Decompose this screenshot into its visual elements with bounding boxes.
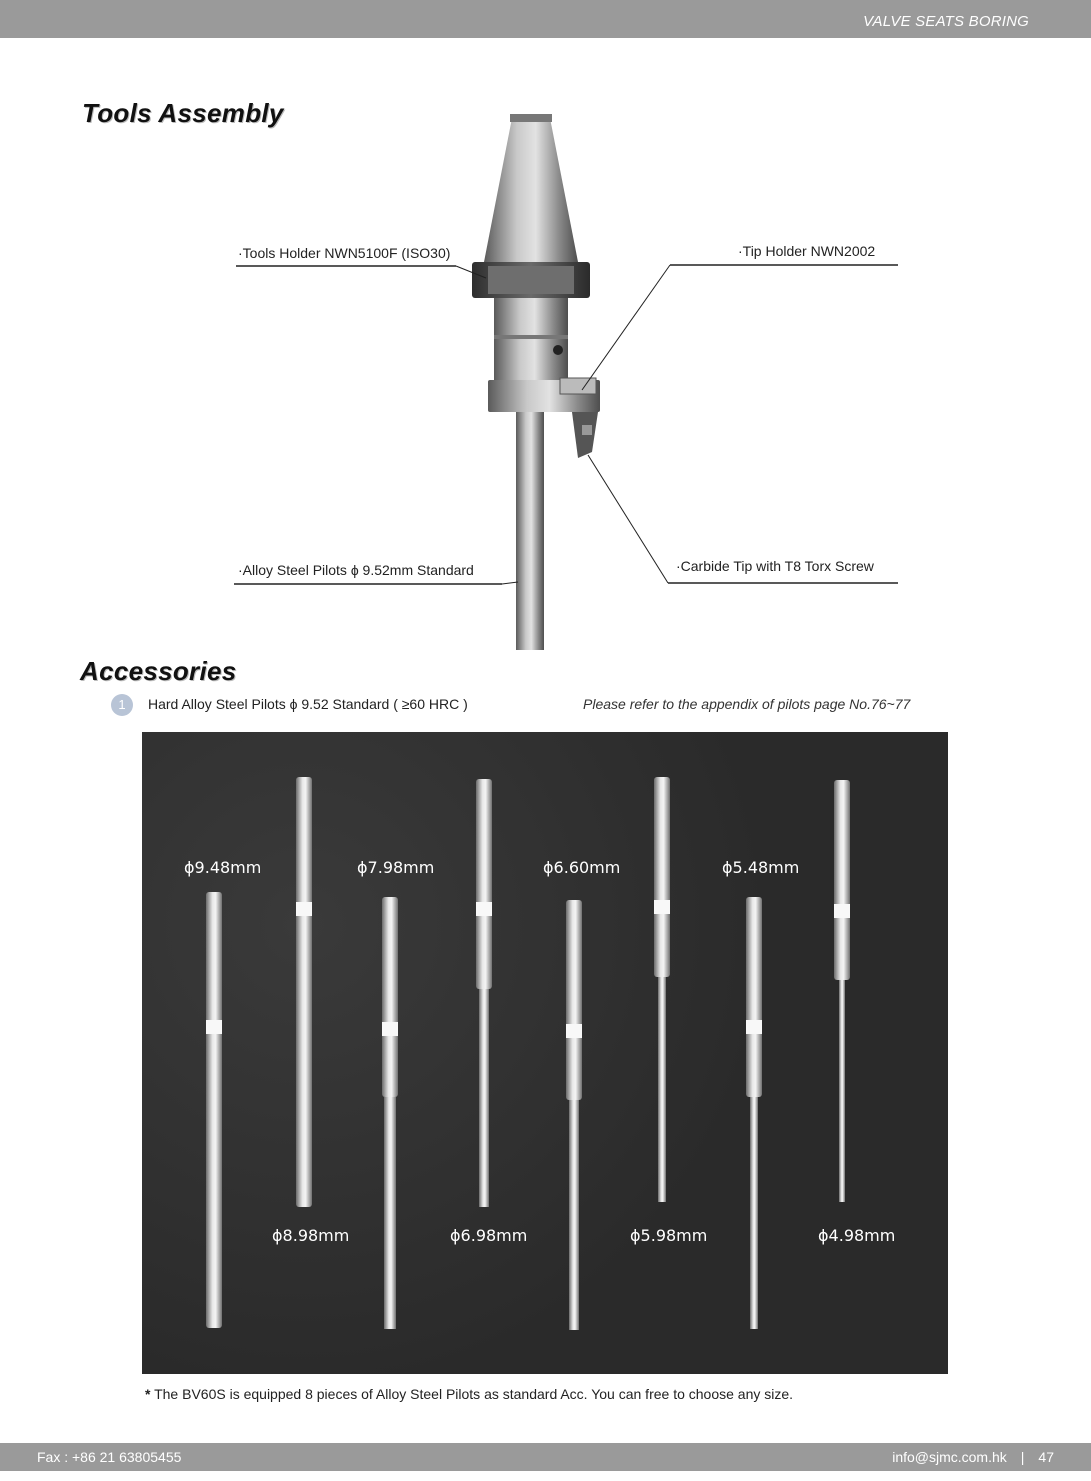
header-label: VALVE SEATS BORING — [863, 13, 1029, 30]
footer-bar — [0, 1443, 1091, 1471]
footer-email[interactable]: info@sjmc.com.hk — [892, 1449, 1007, 1465]
footnote-mark: * — [145, 1386, 151, 1402]
pilots-photo — [142, 732, 948, 1374]
taper-top — [510, 114, 552, 122]
item-number-badge: 1 — [111, 694, 133, 716]
tool-assembly-image — [0, 0, 1091, 660]
pilot-rod — [296, 777, 312, 1207]
pilot-size-label: ϕ5.48mm — [722, 858, 800, 877]
callout-pilots: ·Alloy Steel Pilots ϕ 9.52mm Standard — [238, 562, 474, 578]
footnote-text: The BV60S is equipped 8 pieces of Alloy Steel Pilots as standard Acc. You can free to choose any size. — [150, 1386, 794, 1402]
footer-separator: | — [1020, 1449, 1025, 1465]
pilot-size-label: ϕ6.98mm — [450, 1226, 528, 1245]
pilot-rod — [654, 777, 670, 1202]
pilot-size-label: ϕ7.98mm — [357, 858, 435, 877]
callout-carbide-tip: ·Carbide Tip with T8 Torx Screw — [676, 558, 874, 574]
footnote — [145, 1386, 793, 1402]
pilot-size-label: ϕ6.60mm — [543, 858, 621, 877]
pilots-illustration — [142, 732, 948, 1374]
pilot-rod — [382, 897, 398, 1329]
callout-tools-holder: ·Tools Holder NWN5100F (ISO30) — [238, 245, 451, 261]
pilot-size-label: ϕ5.98mm — [630, 1226, 708, 1245]
page-number: 47 — [1038, 1449, 1054, 1465]
taper-shank — [484, 118, 578, 262]
footer-right — [892, 1449, 1054, 1465]
pilot-rod — [566, 900, 582, 1330]
pilot-shaft — [516, 412, 544, 650]
accessory-item — [111, 694, 951, 716]
accessories-title: Accessories — [80, 656, 237, 686]
holder-body — [494, 298, 568, 384]
pilot-rod — [206, 892, 222, 1328]
appendix-reference: Please refer to the appendix of pilots page No.76~77 — [583, 696, 911, 712]
pilot-rod — [746, 897, 762, 1329]
pilot-size-label: ϕ8.98mm — [272, 1226, 350, 1245]
item-text: Hard Alloy Steel Pilots ϕ 9.52 Standard ( ≥60 HRC ) — [148, 696, 468, 712]
footer-fax: Fax : +86 21 63805455 — [37, 1449, 182, 1465]
pilot-size-label: ϕ4.98mm — [818, 1226, 896, 1245]
tools-assembly-title: Tools Assembly — [82, 98, 284, 128]
pilot-rod — [834, 780, 850, 1202]
pilot-rod — [476, 779, 492, 1207]
pilot-size-label: ϕ9.48mm — [184, 858, 262, 877]
callout-tip-holder: ·Tip Holder NWN2002 — [738, 243, 876, 259]
